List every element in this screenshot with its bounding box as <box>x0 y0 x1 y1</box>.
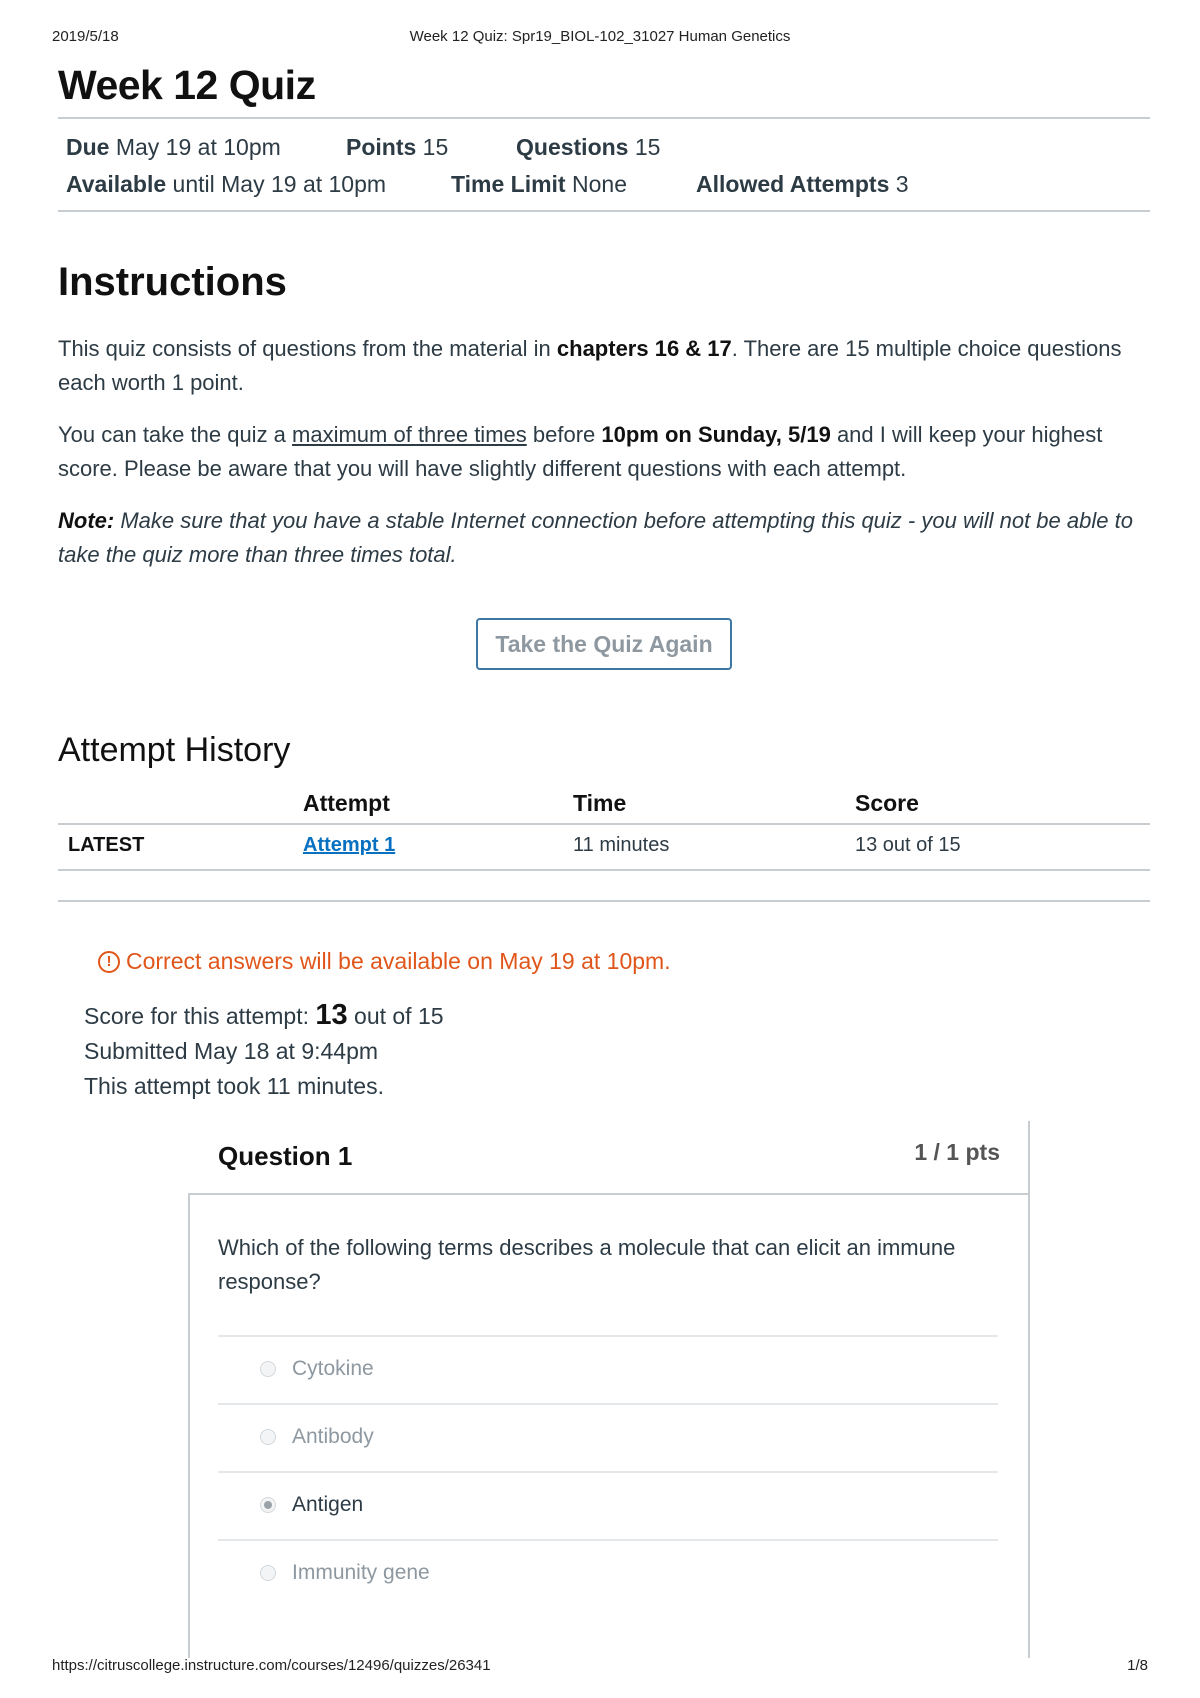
exclamation-circle-icon: ! <box>98 951 120 973</box>
attempt-history-heading: Attempt History <box>58 731 291 769</box>
attempt-duration: This attempt took 11 minutes. <box>84 1073 384 1099</box>
available-detail: Available until May 19 at 10pm <box>66 171 387 197</box>
question-title: Question 1 <box>218 1141 353 1171</box>
time-cell: 11 minutes <box>573 834 670 856</box>
questions-detail: Questions 15 <box>516 134 661 160</box>
instructions-paragraph: You can take the quiz a maximum of three times before 10pm on Sunday, 5/19 and I will keep your highest score. Please be aware that you will have slightly different questions with each attempt. <box>58 422 1103 481</box>
column-header-attempt: Attempt <box>303 790 390 816</box>
answer-label: Cytokine <box>292 1357 374 1380</box>
print-url: https://citruscollege.instructure.com/courses/12496/quizzes/26341 <box>52 1657 491 1674</box>
time-limit-detail: Time Limit None <box>451 171 627 197</box>
question-header <box>190 1121 1028 1195</box>
column-header-time: Time <box>573 790 627 816</box>
question-text: Which of the following terms describes a molecule that can elicit an immune response? <box>218 1235 956 1294</box>
allowed-attempts-detail: Allowed Attempts 3 <box>696 171 909 197</box>
instructions-paragraph: This quiz consists of questions from the material in chapters 16 & 17. There are 15 multiple choice questions each worth 1 point. <box>58 336 1122 395</box>
print-page-number: 1/8 <box>1127 1657 1148 1674</box>
attempt-link[interactable]: Attempt 1 <box>303 834 396 856</box>
answer-label: Immunity gene <box>292 1561 430 1584</box>
attempt-cell <box>303 834 395 857</box>
take-quiz-again-button[interactable]: Take the Quiz Again <box>476 618 732 670</box>
page-title: Week 12 Quiz <box>58 62 316 108</box>
print-page-title: Week 12 Quiz: Spr19_BIOL-102_31027 Human Genetics <box>409 28 791 45</box>
correct-answers-notice <box>98 948 671 975</box>
print-date: 2019/5/18 <box>52 28 119 45</box>
answer-label: Antigen <box>292 1493 364 1516</box>
divider <box>58 210 1150 212</box>
divider <box>58 869 1150 871</box>
column-header-score: Score <box>855 790 919 816</box>
points-detail: Points 15 <box>346 134 449 160</box>
answer-option[interactable] <box>218 1539 998 1609</box>
divider <box>58 823 1150 825</box>
radio-button-selected[interactable] <box>260 1497 276 1513</box>
instructions-note: Note: Make sure that you have a stable Internet connection before attempting this quiz - you will not be able to take the quiz more than three times total. <box>58 508 1133 567</box>
question-card <box>188 1121 1030 1658</box>
answer-option[interactable] <box>218 1471 998 1541</box>
attempt-score-info <box>84 998 444 1104</box>
divider <box>58 117 1150 119</box>
instructions-heading: Instructions <box>58 260 287 304</box>
answer-option[interactable] <box>218 1335 998 1405</box>
answer-option[interactable] <box>218 1403 998 1473</box>
submitted-time: Submitted May 18 at 9:44pm <box>84 1038 379 1064</box>
answer-label: Antibody <box>292 1425 374 1448</box>
score-cell: 13 out of 15 <box>855 834 961 856</box>
divider <box>58 900 1150 902</box>
notice-text: Correct answers will be available on May 19 at 10pm. <box>126 948 671 974</box>
question-points: 1 / 1 pts <box>914 1139 1000 1165</box>
attempt-score: Score for this attempt: 13 out of 15 <box>84 999 444 1031</box>
radio-button[interactable] <box>260 1429 276 1445</box>
radio-button[interactable] <box>260 1361 276 1377</box>
radio-button[interactable] <box>260 1565 276 1581</box>
latest-tag: LATEST <box>68 834 145 856</box>
due-detail: Due May 19 at 10pm <box>66 134 281 160</box>
